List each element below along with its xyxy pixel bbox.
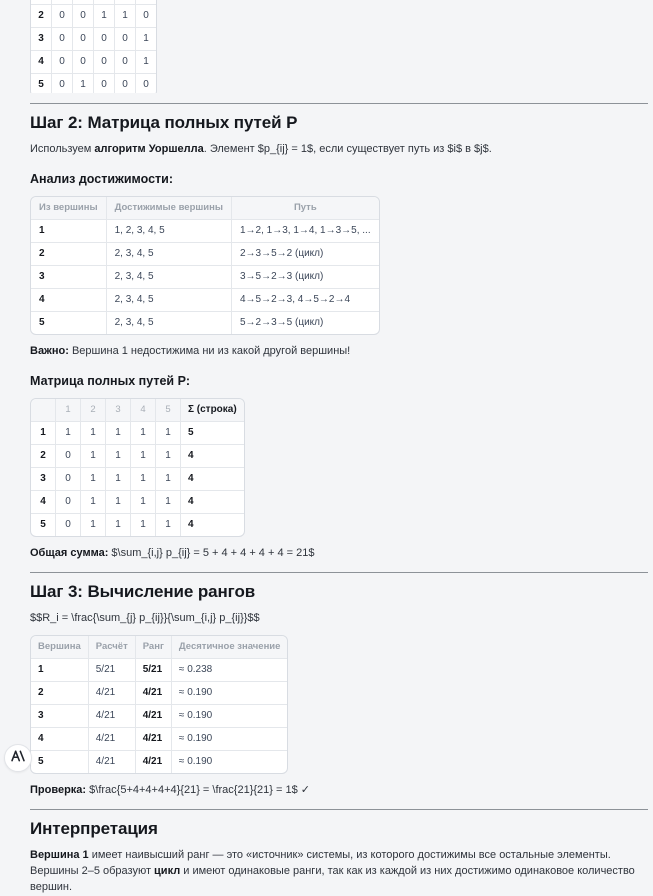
interpretation-text-2: и имеют одинаковые ранги, так как из каждой из них достижимо одинаковое количество вершин. [30,864,635,893]
matrix-cell: 1 [55,421,80,444]
matrix-cell: 0 [72,27,93,50]
corner-header [31,399,55,421]
table-row [31,490,244,513]
check-text: $\frac{5+4+4+4+4}{21} = \frac{21}{21} = 1$ ✓ [86,784,311,796]
calc-cell: 5/21 [88,658,135,681]
matrix-cell: 0 [51,27,72,50]
table-row [31,73,156,93]
path-cell: 5→2→3→5 (цикл) [231,311,379,334]
decimal-cell: ≈ 0.190 [171,727,288,750]
table-row [31,265,379,288]
matrix-cell: 0 [135,73,156,93]
matrix-cell: 0 [51,4,72,27]
matrix-cell: 1 [80,421,105,444]
matrix-cell: 1 [130,421,155,444]
decimal-cell: ≈ 0.190 [171,681,288,704]
column-header: 4 [130,399,155,421]
calc-cell: 4/21 [88,727,135,750]
table-row [31,421,244,444]
calc-cell: 4/21 [88,750,135,773]
column-header: Ранг [135,636,171,658]
reachable-cell: 1, 2, 3, 4, 5 [106,219,231,242]
row-header: 2 [31,242,106,265]
table-row [31,444,244,467]
rank-formula: $$R_i = \frac{\sum_{j} p_{ij}}{\sum_{i,j} p_{ij}}$$ [30,612,260,625]
column-header: Достижимые вершины [106,197,231,219]
matrix-cell: 1 [155,421,180,444]
table-row [31,467,244,490]
reachable-cell: 2, 3, 4, 5 [106,288,231,311]
matrix-cell: 0 [114,27,135,50]
matrix-cell: 0 [55,467,80,490]
matrix-cell: 0 [55,444,80,467]
matrix-cell: 1 [80,513,105,536]
row-sum-cell: 4 [180,467,244,490]
row-header: 1 [31,219,106,242]
row-header: 5 [31,513,55,536]
matrix-cell: 1 [130,444,155,467]
row-header: 3 [31,467,55,490]
row-header: 3 [31,265,106,288]
total-sum-line [30,546,648,562]
matrix-cell: 1 [130,467,155,490]
matrix-cell: 1 [130,513,155,536]
p-matrix-label: Матрица полных путей P: [30,374,191,388]
matrix-cell: 0 [114,73,135,93]
important-note [30,344,648,360]
decimal-cell: ≈ 0.190 [171,750,288,773]
table-row [31,727,287,750]
interpretation-text-1: имеет наивысший ранг — это «источник» системы, из которого достижимы все остальные элементы. Вершины 2–5 образуют [30,848,611,877]
matrix-cell: 1 [130,490,155,513]
ranks-table [30,635,288,774]
row-sum-cell: 4 [180,444,244,467]
calc-cell: 4/21 [88,681,135,704]
table-header-row [31,197,379,219]
matrix-cell: 1 [80,490,105,513]
table-row [31,750,287,773]
rank-cell: 5/21 [135,658,171,681]
row-header: 4 [31,288,106,311]
check-line [30,783,648,799]
table-row [31,4,156,27]
matrix-cell: 1 [72,73,93,93]
column-header: Из вершины [31,197,106,219]
matrix-cell: 1 [114,4,135,27]
reachability-label: Анализ достижимости: [30,171,174,186]
reachable-cell: 2, 3, 4, 5 [106,311,231,334]
matrix-cell: 0 [135,4,156,27]
matrix-cell: 1 [155,467,180,490]
anthropic-logo-icon [11,749,25,767]
vertex-cell: 5 [31,750,88,773]
matrix-cell: 0 [55,490,80,513]
table-header-row [31,636,287,658]
matrix-cell: 1 [80,467,105,490]
adjacency-matrix-clip [30,0,648,93]
check-bold: Проверка: [30,784,87,796]
section-divider [30,809,648,810]
matrix-cell: 1 [135,27,156,50]
matrix-cell: 1 [155,513,180,536]
vertex-cell: 1 [31,658,88,681]
table-row [31,513,244,536]
matrix-cell: 1 [105,444,130,467]
row-header: 4 [31,490,55,513]
interpretation-title: Интерпретация [30,818,158,838]
matrix-cell: 1 [135,50,156,73]
row-header: 2 [31,444,55,467]
matrix-cell: 1 [105,513,130,536]
rank-cell: 4/21 [135,727,171,750]
section-divider [30,103,648,104]
column-header: 2 [80,399,105,421]
matrix-cell: 1 [80,444,105,467]
reachable-cell: 2, 3, 4, 5 [106,242,231,265]
table-row [31,311,379,334]
row-sum-header: Σ (строка) [180,399,244,421]
rank-cell: 4/21 [135,681,171,704]
matrix-cell: 1 [155,444,180,467]
matrix-cell: 0 [93,27,114,50]
row-sum-cell: 4 [180,490,244,513]
intro-bold: алгоритм Уоршелла [94,143,204,155]
calc-cell: 4/21 [88,704,135,727]
matrix-cell: 0 [93,73,114,93]
decimal-cell: ≈ 0.190 [171,704,288,727]
total-sum-bold: Общая сумма: [30,547,109,560]
table-row [31,50,156,73]
column-header: 5 [155,399,180,421]
intro-text: Используем [30,143,95,155]
matrix-cell: 1 [105,421,130,444]
table-row [31,681,287,704]
table-header-row [31,399,244,421]
matrix-cell: 0 [93,50,114,73]
matrix-cell: 1 [155,490,180,513]
column-header: Путь [231,197,379,219]
table-row [31,658,287,681]
reachability-table [30,196,380,335]
assistant-message [30,0,648,896]
reachable-cell: 2, 3, 4, 5 [106,265,231,288]
row-header: 2 [31,4,51,27]
vertex-cell: 2 [31,681,88,704]
section-divider [30,572,648,573]
matrix-cell: 0 [72,4,93,27]
path-cell: 3→5→2→3 (цикл) [231,265,379,288]
total-sum-text: $\sum_{i,j} p_{ij} = 5 + 4 + 4 + 4 + 4 = 21$ [108,547,315,560]
adjacency-matrix-table [30,0,157,93]
vertex-cell: 4 [31,727,88,750]
step2-intro [30,142,648,158]
table-row [31,704,287,727]
column-header: 3 [105,399,130,421]
column-header: Расчёт [88,636,135,658]
step2-title: Шаг 2: Матрица полных путей P [30,113,298,132]
rank-cell: 4/21 [135,704,171,727]
matrix-cell: 0 [114,50,135,73]
important-text: Вершина 1 недостижима ни из какой другой вершины! [68,345,351,358]
matrix-cell: 1 [105,490,130,513]
matrix-cell: 1 [105,467,130,490]
column-header: 1 [55,399,80,421]
decimal-cell: ≈ 0.238 [171,658,288,681]
p-matrix-table [30,398,245,537]
row-sum-cell: 5 [180,421,244,444]
path-cell: 4→5→2→3, 4→5→2→4 [231,288,379,311]
row-sum-cell: 4 [180,513,244,536]
important-bold: Важно: [30,345,69,358]
table-row [31,219,379,242]
path-cell: 1→2, 1→3, 1→4, 1→3→5, ... [231,219,379,242]
interpretation-bold-vertex: Вершина 1 [30,848,89,861]
row-header: 4 [31,50,51,73]
vertex-cell: 3 [31,704,88,727]
interpretation-paragraph [30,848,648,896]
intro-text-post: . Элемент $p_{ij} = 1$, если существует путь из $i$ в $j$. [203,143,492,155]
row-header: 1 [31,421,55,444]
column-header: Десятичное значение [171,636,288,658]
table-row [31,288,379,311]
matrix-cell: 1 [93,4,114,27]
row-header: 5 [31,73,51,93]
matrix-cell: 0 [55,513,80,536]
assistant-avatar [4,744,32,772]
row-header: 3 [31,27,51,50]
table-row [31,242,379,265]
matrix-cell: 0 [72,50,93,73]
matrix-cell: 0 [51,50,72,73]
step3-title: Шаг 3: Вычисление рангов [30,582,256,602]
table-row [31,27,156,50]
rank-cell: 4/21 [135,750,171,773]
row-header: 5 [31,311,106,334]
matrix-cell: 0 [51,73,72,93]
path-cell: 2→3→5→2 (цикл) [231,242,379,265]
interpretation-bold-cycle: цикл [154,864,181,877]
column-header: Вершина [31,636,88,658]
